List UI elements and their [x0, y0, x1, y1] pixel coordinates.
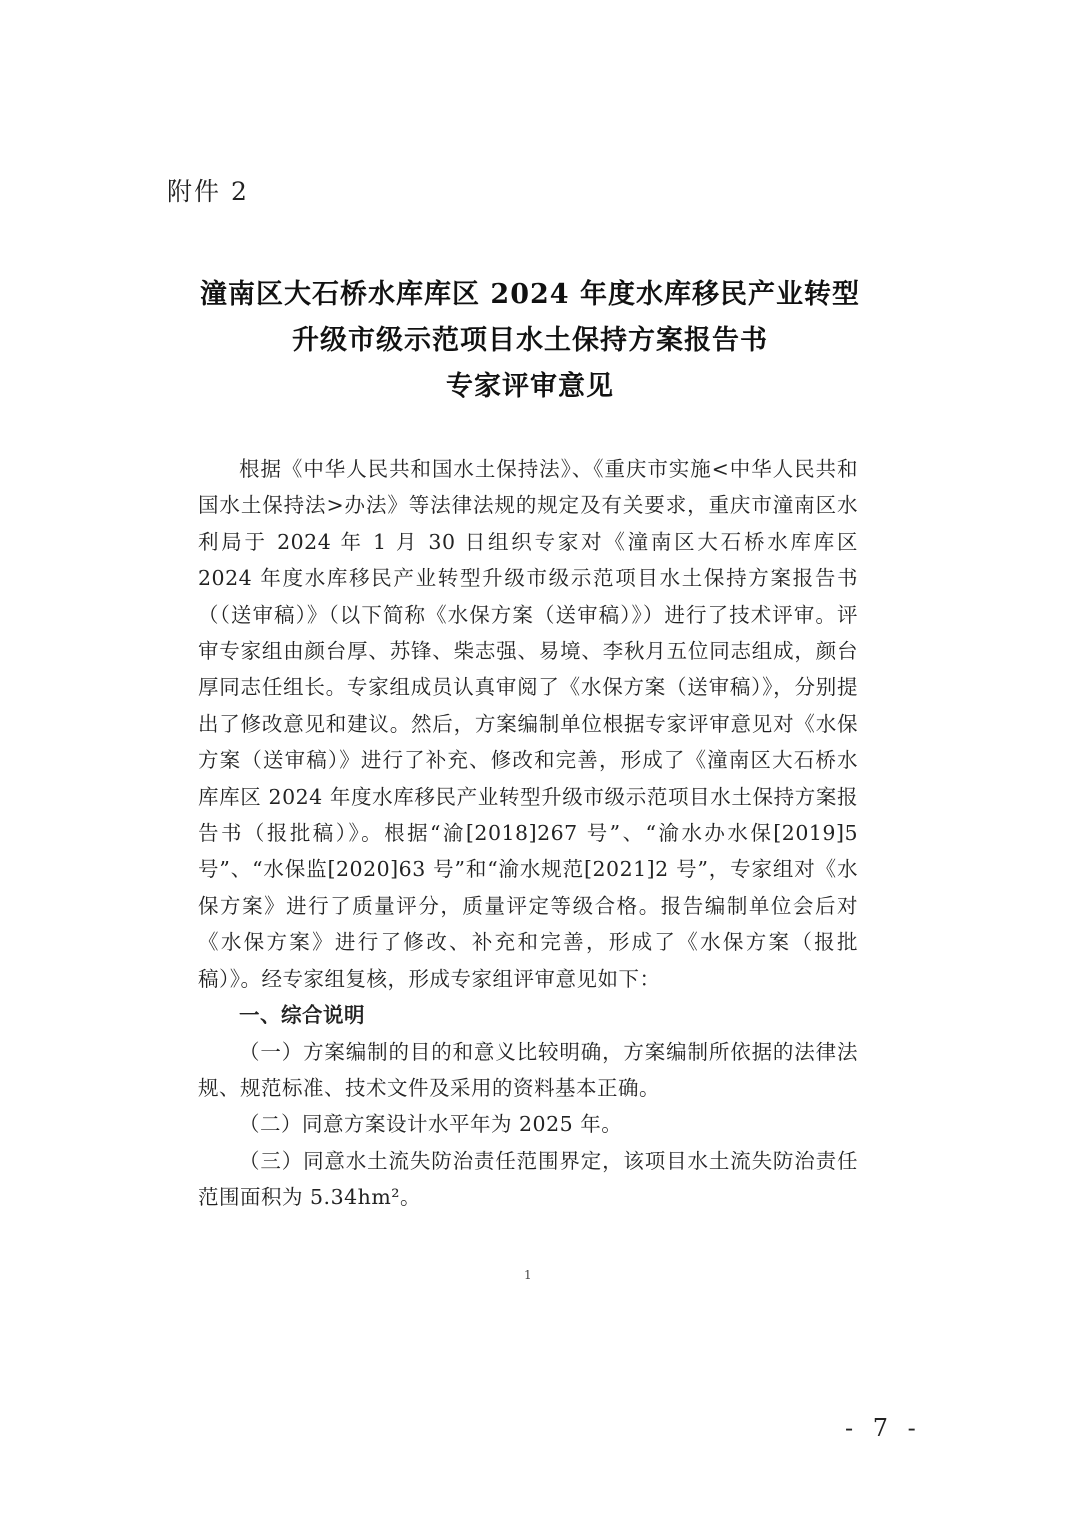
title-line-2: 升级市级示范项目水土保持方案报告书 — [292, 325, 768, 356]
body-paragraph-intro: 根据《中华人民共和国水土保持法》、《重庆市实施<中华人民共和国水土保持法>办法》等法律法规的规定及有关要求，重庆市潼南区水利局于 2024 年 1 月 30 日组织专家对《潼南区大石桥水库库区 2024 年度水库移民产业转型升级市级示范项目水土保持方案报告书（（送审稿）》（以下简称《水保方案（送审稿）》）进行了技术评审。评审专家组由颜台厚、苏锋、柴志强、易境、李秋月五位同志组成，颜台厚同志任组长。专家组成员认真审阅了《水保方案（送审稿）》，分别提出了修改意见和建议。然后，方案编制单位根据专家评审意见对《水保方案（送审稿）》进行了补充、修改和完善，形成了《潼南区大石桥水库库区 2024 年度水库移民产业转型升级市级示范项目水土保持方案报告书（报批稿）》。根据“渝[2018]267 号”、“渝水办水保[2019]5 号”、“水保监[2020]63 号”和“渝水规范[2021]2 号”，专家组对《水保方案》进行了质量评分，质量评定等级合格。报告编制单位会后对《水保方案》进行了修改、补充和完善，形成了《水保方案（报批稿）》。经专家组复核，形成专家组评审意见如下： — [198, 457, 858, 991]
title-line-1: 潼南区大石桥水库库区 2024 年度水库移民产业转型 — [200, 279, 860, 310]
document-title — [150, 272, 910, 410]
footnote-mark: 1 — [524, 1268, 532, 1282]
section-heading-overview: 一、综合说明 — [239, 1003, 365, 1028]
title-line-3: 专家评审意见 — [446, 371, 614, 402]
page-number: - 7 - — [845, 1414, 922, 1442]
document-body — [198, 451, 858, 1216]
body-item-2: （二）同意方案设计水平年为 2025 年。 — [239, 1112, 623, 1137]
body-item-3: （三）同意水土流失防治责任范围界定，该项目水土流失防治责任范围面积为 5.34hm²。 — [198, 1148, 858, 1210]
body-item-1: （一）方案编制的目的和意义比较明确，方案编制所依据的法律法规、规范标准、技术文件及采用的资料基本正确。 — [198, 1039, 858, 1100]
attachment-label: 附件 2 — [167, 177, 249, 206]
